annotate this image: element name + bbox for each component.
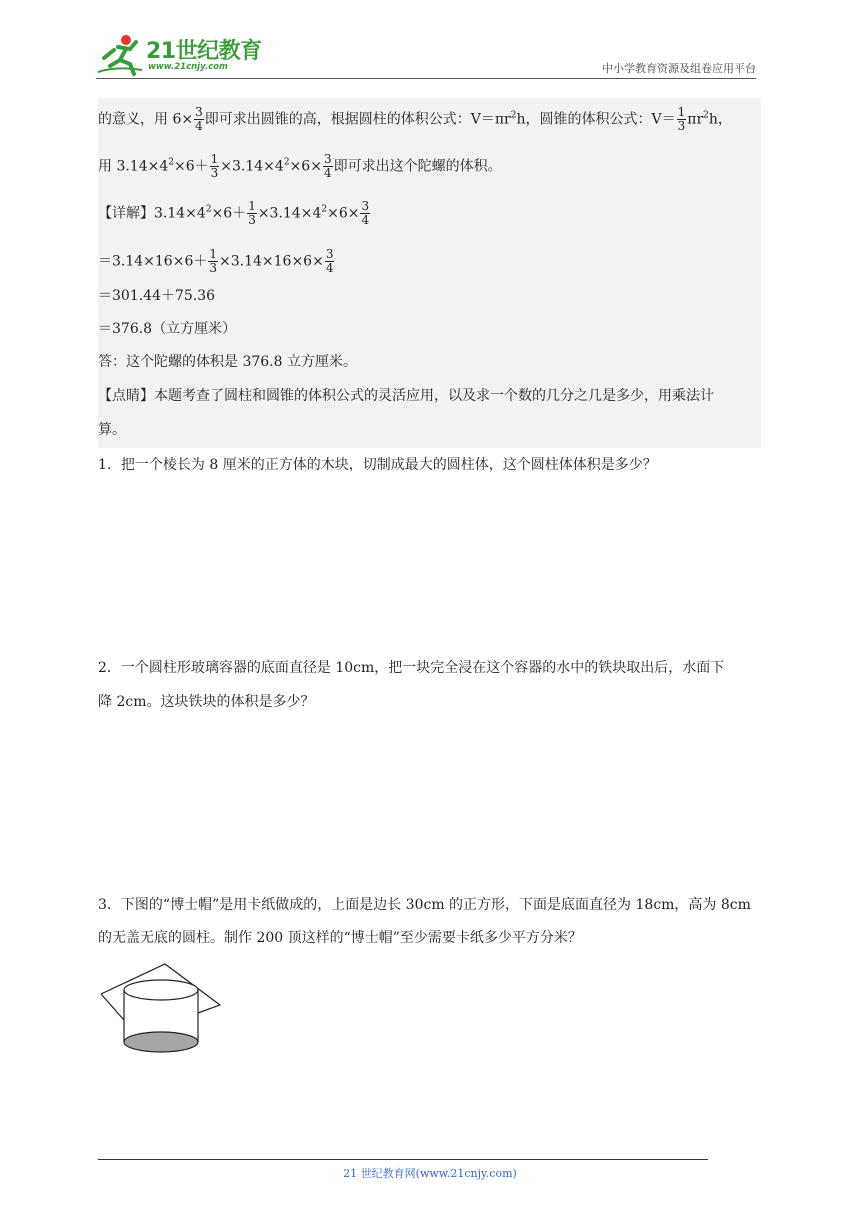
fraction: $\frac{3}{4}$ [195,105,203,133]
footer-divider [98,1159,708,1160]
question-1: 1．把一个棱长为 8 厘米的正方体的木块，切制成最大的圆柱体，这个圆柱体体积是多少？ [98,457,657,473]
solution-line-4: ＝3.14×16×6＋ $\frac{1}{3}$ ×3.14×16×6× $\frac{3}{4}$ [98,247,334,275]
solution-line-5: ＝301.44＋75.36 [98,288,216,304]
logo-url: www.21cnjy.com [148,62,228,72]
solution-line-1: 的意义，用 6× $\frac{3}{4}$ 即可求出圆锥的高，根据圆柱的体积公式：$V=\pi r^2h$，圆锥的体积公式：V＝ $\frac{1}{3}$ $\pi r^2h$， [98,105,732,133]
logo-text: 21世纪教育 [146,39,262,64]
runner-logo-icon [96,32,148,78]
page-header [96,30,756,80]
header-platform-name: 中小学教育资源及组卷应用平台 [602,62,756,75]
footer-text: 21 世纪教育网(www.21cnjy.com) [343,1167,517,1180]
solution-line-6: ＝376.8（立方厘米） [98,321,237,337]
solution-line-2: 用 $3.14\times 4^2\times 6+$ $\frac{1}{3}$ $\times 3.14\times 4^2\times 6\times$ $\frac{3}{4}$ 即可求出这个陀螺的体积。 [98,152,502,180]
question-2-line-1: 2．一个圆柱形玻璃容器的底面直径是 10cm，把一块完全浸在这个容器的水中的铁块取出后，水面下 [98,660,725,676]
question-3-line-1: 3．下图的“博士帽”是用卡纸做成的，上面是边长 30cm 的正方形，下面是底面直径为 18cm，高为 8cm [98,897,751,913]
solution-comment: 【点睛】本题考查了圆柱和圆锥的体积公式的灵活应用，以及求一个数的几分之几是多少，用乘法计 [98,388,714,404]
question-2-line-2: 降 2cm。这块铁块的体积是多少？ [98,694,315,710]
fraction: $\frac{3}{4}$ [361,199,370,227]
fraction: $\frac{1}{3}$ [677,105,686,133]
fraction: $\frac{1}{3}$ [209,247,217,275]
solution-block [98,98,761,448]
solution-comment-end: 算。 [98,422,126,438]
fraction: $\frac{3}{4}$ [325,247,334,275]
solution-line-3: 【详解】$3.14\times 4^2\times 6+$ $\frac{1}{3}$ $\times 3.14\times 4^2\times 6\times$ $\frac{3}{4}$ [98,199,370,227]
fraction: $\frac{3}{4}$ [323,152,332,180]
fraction: $\frac{1}{3}$ [210,152,219,180]
question-3-line-2: 的无盖无底的圆柱。制作 200 顶这样的“博士帽”至少需要卡纸多少平方分米？ [98,930,582,946]
doctor-hat-icon [98,960,224,1056]
solution-answer: 答：这个陀螺的体积是 376.8 立方厘米。 [98,354,357,370]
fraction: $\frac{1}{3}$ [248,199,256,227]
doctor-hat-figure [98,960,224,1056]
site-logo [96,32,266,78]
header-divider [96,78,756,79]
